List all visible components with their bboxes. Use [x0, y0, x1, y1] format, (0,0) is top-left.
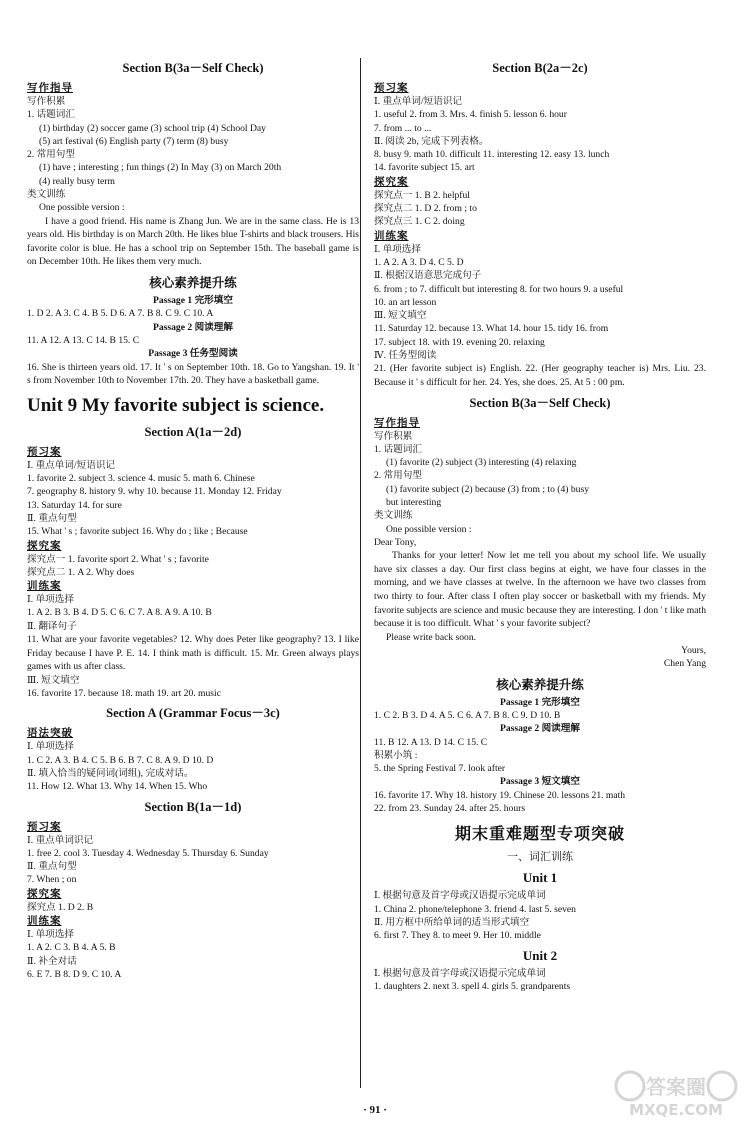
answer-line: 11. A 12. A 13. C 14. B 15. C [27, 334, 140, 346]
answer-line: 2. 常用句型 [27, 149, 75, 161]
answer-line: 1. C 2. B 3. D 4. A 5. C 6. A 7. B 8. C 9. D 10. B [374, 709, 561, 721]
answer-line: 探究点三 1. C 2. doing [374, 216, 465, 228]
answer-line: Ⅰ. 根据句意及首字母或汉语提示完成单词 [374, 967, 546, 979]
answer-line: 10. an art lesson [374, 296, 437, 308]
passage-heading: Passage 2 阅读理解 [153, 321, 233, 333]
answer-line: 7. from ... to ... [374, 122, 432, 134]
answer-line: 15. What ' s ; favorite subject 16. Why do ; like ; Because [27, 526, 248, 538]
unit-title: Unit 9 My favorite subject is science. [27, 394, 325, 416]
answer-line: 1. A 2. B 3. B 4. D 5. C 6. C 7. A 8. A 9. A 10. B [27, 607, 212, 619]
passage-heading: Passage 3 短文填空 [500, 776, 580, 788]
answer-line: 14. favorite subject 15. art [374, 162, 475, 174]
answer-line: (5) art festival (6) English party (7) term (8) busy [39, 135, 229, 147]
answer-line: 1. C 2. A 3. B 4. C 5. B 6. B 7. C 8. A 9. D 10. D [27, 754, 214, 766]
answer-line: Ⅱ. 填入恰当的疑问词(词组), 完成对话。 [27, 767, 194, 779]
answer-line: 16. favorite 17. Why 18. history 19. Chinese 20. lessons 21. math [374, 789, 626, 801]
unit-heading: Unit 1 [522, 870, 558, 886]
answer-line: but interesting [386, 497, 442, 509]
answer-line: Ⅲ. 短文填空 [374, 310, 427, 322]
watermark-text-url: MXQE.COM [629, 1101, 723, 1119]
answer-line: 16. favorite 17. because 18. math 19. art 20. music [27, 688, 221, 700]
answer-paragraph: 16. She is thirteen years old. 17. It ' s on September 10th. 18. Go to Yangshan. 19. It ' s from November 10th to November 17th. 20. They have a basketball game. [27, 361, 359, 387]
answer-line: Ⅱ. 翻译句子 [27, 620, 77, 632]
answer-line: 1. China 2. phone/telephone 3. friend 4. last 5. seven [374, 903, 576, 915]
answer-line: Ⅲ. 短文填空 [27, 674, 80, 686]
core-heading: 核心素养提升练 [149, 275, 237, 291]
answer-line: 8. busy 9. math 10. difficult 11. interesting 12. easy 13. lunch [374, 149, 610, 161]
answer-line: 11. B 12. A 13. D 14. C 15. C [374, 736, 488, 748]
passage-heading: Passage 3 任务型阅读 [148, 348, 238, 360]
answer-line: 探究点一 1. B 2. helpful [374, 189, 470, 201]
answer-line: Ⅱ. 重点句型 [27, 861, 77, 873]
answer-line: 类文训练 [374, 510, 413, 522]
answer-line: 7. geography 8. history 9. why 10. because 11. Monday 12. Friday [27, 486, 282, 498]
answer-line: 探究点二 1. D 2. from ; to [374, 203, 477, 215]
answer-line: 1. A 2. A 3. D 4. C 5. D [374, 256, 464, 268]
label-tag: 训练案 [27, 580, 62, 593]
page-number: · 91 · [363, 1104, 387, 1116]
answer-line: (1) favorite subject (2) because (3) from ; to (4) busy [386, 483, 589, 495]
answer-line: 2. 常用句型 [374, 470, 422, 482]
label-tag: 探究案 [27, 539, 62, 552]
label-tag: 语法突破 [27, 727, 73, 740]
answer-line: 积累小筑 : [374, 749, 418, 761]
answer-line: Ⅳ. 任务型阅读 [374, 350, 437, 362]
answer-line: (4) really busy term [39, 175, 115, 187]
answer-line: 17. subject 18. with 19. evening 20. relaxing [374, 336, 545, 348]
answer-line: Ⅰ. 单项选择 [27, 741, 74, 753]
left-column [27, 55, 359, 981]
passage-heading: Passage 2 阅读理解 [500, 723, 580, 735]
answer-line: Ⅱ. 阅读 2b, 完成下列表格。 [374, 135, 489, 147]
passage-heading: Passage 1 完形填空 [500, 696, 580, 708]
answer-line: 1. favorite 2. subject 3. science 4. music 5. math 6. Chinese [27, 473, 255, 485]
section-heading: Section A(1a－2d) [144, 424, 242, 439]
answer-line: 1. 话题词汇 [374, 443, 422, 455]
answer-line: One possible version : [39, 202, 125, 214]
answer-line: 11. Saturday 12. because 13. What 14. hour 15. tidy 16. from [374, 323, 609, 335]
section-heading: Section A (Grammar Focus－3c) [106, 706, 280, 721]
answer-line: 22. from 23. Sunday 24. after 25. hours [374, 803, 526, 815]
right-column [374, 55, 706, 993]
answer-paragraph: I have a good friend. His name is Zhang Jun. We are in the same class. He is 13 years old. His birthday is on March 20th. He likes blue T-shirts and black trousers. His favorite color is blue. He has a school trip on September 15th. The baseball game is on December 10th. He likes them very much. [27, 215, 360, 268]
answer-line: Chen Yang [663, 658, 706, 670]
section-heading: Section B(3a－Self Check) [469, 395, 611, 410]
answer-line: Ⅱ. 用方框中所给单词的适当形式填空 [374, 916, 530, 928]
answer-line: 探究点一 1. favorite sport 2. What ' s ; favorite [27, 553, 209, 565]
label-tag: 探究案 [374, 175, 409, 188]
answer-line: One possible version : [386, 523, 472, 535]
unit-heading: Unit 2 [522, 947, 558, 963]
answer-line: Ⅱ. 补全对话 [27, 955, 77, 967]
answer-line: Ⅰ. 重点单词/短语识记 [374, 96, 463, 107]
answer-line: Yours, [681, 645, 706, 657]
answer-line: Please write back soon. [386, 631, 477, 643]
answer-line: (1) birthday (2) soccer game (3) school trip (4) School Day [39, 122, 266, 134]
answer-paragraph: Thanks for your letter! Now let me tell you about my school life. We usually have six classes a day. Our first class begins at eight, we have four classes in the morning, and we have classes at twelve. In the afternoon we have two classes from two thirty to four. After class I often play soccer or basketball with my friends. My favorite subjects are science and music because they are interesting. I don ' t like math because it is too difficult. What ' s your favorite subject? [374, 550, 706, 630]
answer-line: 11. How 12. What 13. Why 14. When 15. Who [27, 781, 208, 793]
answer-line: Ⅰ. 根据句意及首字母或汉语提示完成单词 [374, 890, 546, 902]
answer-line: Ⅰ. 单项选择 [374, 243, 421, 255]
answer-line: Ⅰ. 重点单词/短语识记 [27, 459, 116, 471]
answer-line: Ⅱ. 重点句型 [27, 512, 77, 524]
answer-paragraph: 11. What are your favorite vegetables? 12. Why does Peter like geography? 13. I like Friday because I have P. E. 14. I think math is difficult. 15. Mr. Green always plays games with us after class. [27, 633, 359, 673]
answer-line: 写作积累 [374, 430, 413, 442]
chapter-subtitle: 一、词汇训练 [507, 850, 573, 864]
section-heading: Section B(2a－2c) [492, 61, 588, 75]
answer-line: Ⅰ. 重点单词识记 [27, 834, 94, 846]
section-heading: Section B(1a－1d) [144, 799, 242, 814]
answer-line: 1. useful 2. from 3. Mrs. 4. finish 5. lesson 6. hour [374, 109, 567, 121]
answer-line: 写作积累 [27, 96, 66, 107]
answer-line: 探究点 1. D 2. B [27, 901, 94, 913]
label-tag: 预习案 [27, 820, 62, 833]
label-tag: 写作指导 [374, 416, 420, 429]
watermark-text-cn: 答案圈 [646, 1075, 706, 1099]
answer-line: Dear Tony, [374, 536, 417, 548]
label-tag: 预习案 [374, 82, 409, 94]
chapter-title: 期末重难题型专项突破 [454, 824, 625, 844]
core-heading: 核心素养提升练 [496, 676, 584, 692]
section-heading: Section B(3a－Self Check) [122, 61, 264, 75]
column-divider [360, 58, 361, 1088]
label-tag: 训练案 [374, 229, 409, 242]
answer-line: Ⅰ. 单项选择 [27, 594, 74, 606]
answer-line: 6. first 7. They 8. to meet 9. Her 10. middle [374, 930, 541, 942]
answer-line: 1. daughters 2. next 3. spell 4. girls 5. grandparents [374, 980, 571, 992]
answer-line: (1) have ; interesting ; fun things (2) In May (3) on March 20th [39, 162, 282, 174]
watermark-logo [612, 1068, 740, 1120]
answer-line: 7. When ; on [27, 874, 77, 886]
answer-line: Ⅱ. 根据汉语意思完成句子 [374, 270, 482, 282]
answer-line: 6. from ; to 7. difficult but interesting 8. for two hours 9. a useful [374, 283, 624, 295]
answer-paragraph: 21. (Her favorite subject is) English. 22. (Her geography teacher is) Mrs. Liu. 23. Because it ' s difficult for her. 24. Yes, she does. 25. At 5 : 00 pm. [374, 363, 706, 388]
answer-line: Ⅰ. 单项选择 [27, 929, 74, 941]
passage-heading: Passage 1 完形填空 [153, 295, 233, 307]
answer-line: (1) favorite (2) subject (3) interesting (4) relaxing [386, 457, 577, 469]
label-tag: 预习案 [27, 445, 62, 458]
answer-line: 1. D 2. A 3. C 4. B 5. D 6. A 7. B 8. C 9. C 10. A [27, 308, 214, 320]
answer-line: 1. A 2. C 3. B 4. A 5. B [27, 942, 116, 954]
answer-line: 13. Saturday 14. for sure [27, 499, 122, 511]
label-tag: 写作指导 [27, 82, 73, 94]
answer-line: 5. the Spring Festival 7. look after [374, 763, 506, 775]
answer-line: 探究点二 1. A 2. Why does [27, 566, 135, 578]
label-tag: 探究案 [27, 887, 62, 900]
label-tag: 训练案 [27, 915, 62, 928]
answer-line: 6. E 7. B 8. D 9. C 10. A [27, 968, 122, 980]
answer-line: 1. 话题词汇 [27, 109, 75, 121]
answer-line: 类文训练 [27, 189, 66, 201]
answer-line: 1. free 2. cool 3. Tuesday 4. Wednesday 5. Thursday 6. Sunday [27, 847, 269, 859]
